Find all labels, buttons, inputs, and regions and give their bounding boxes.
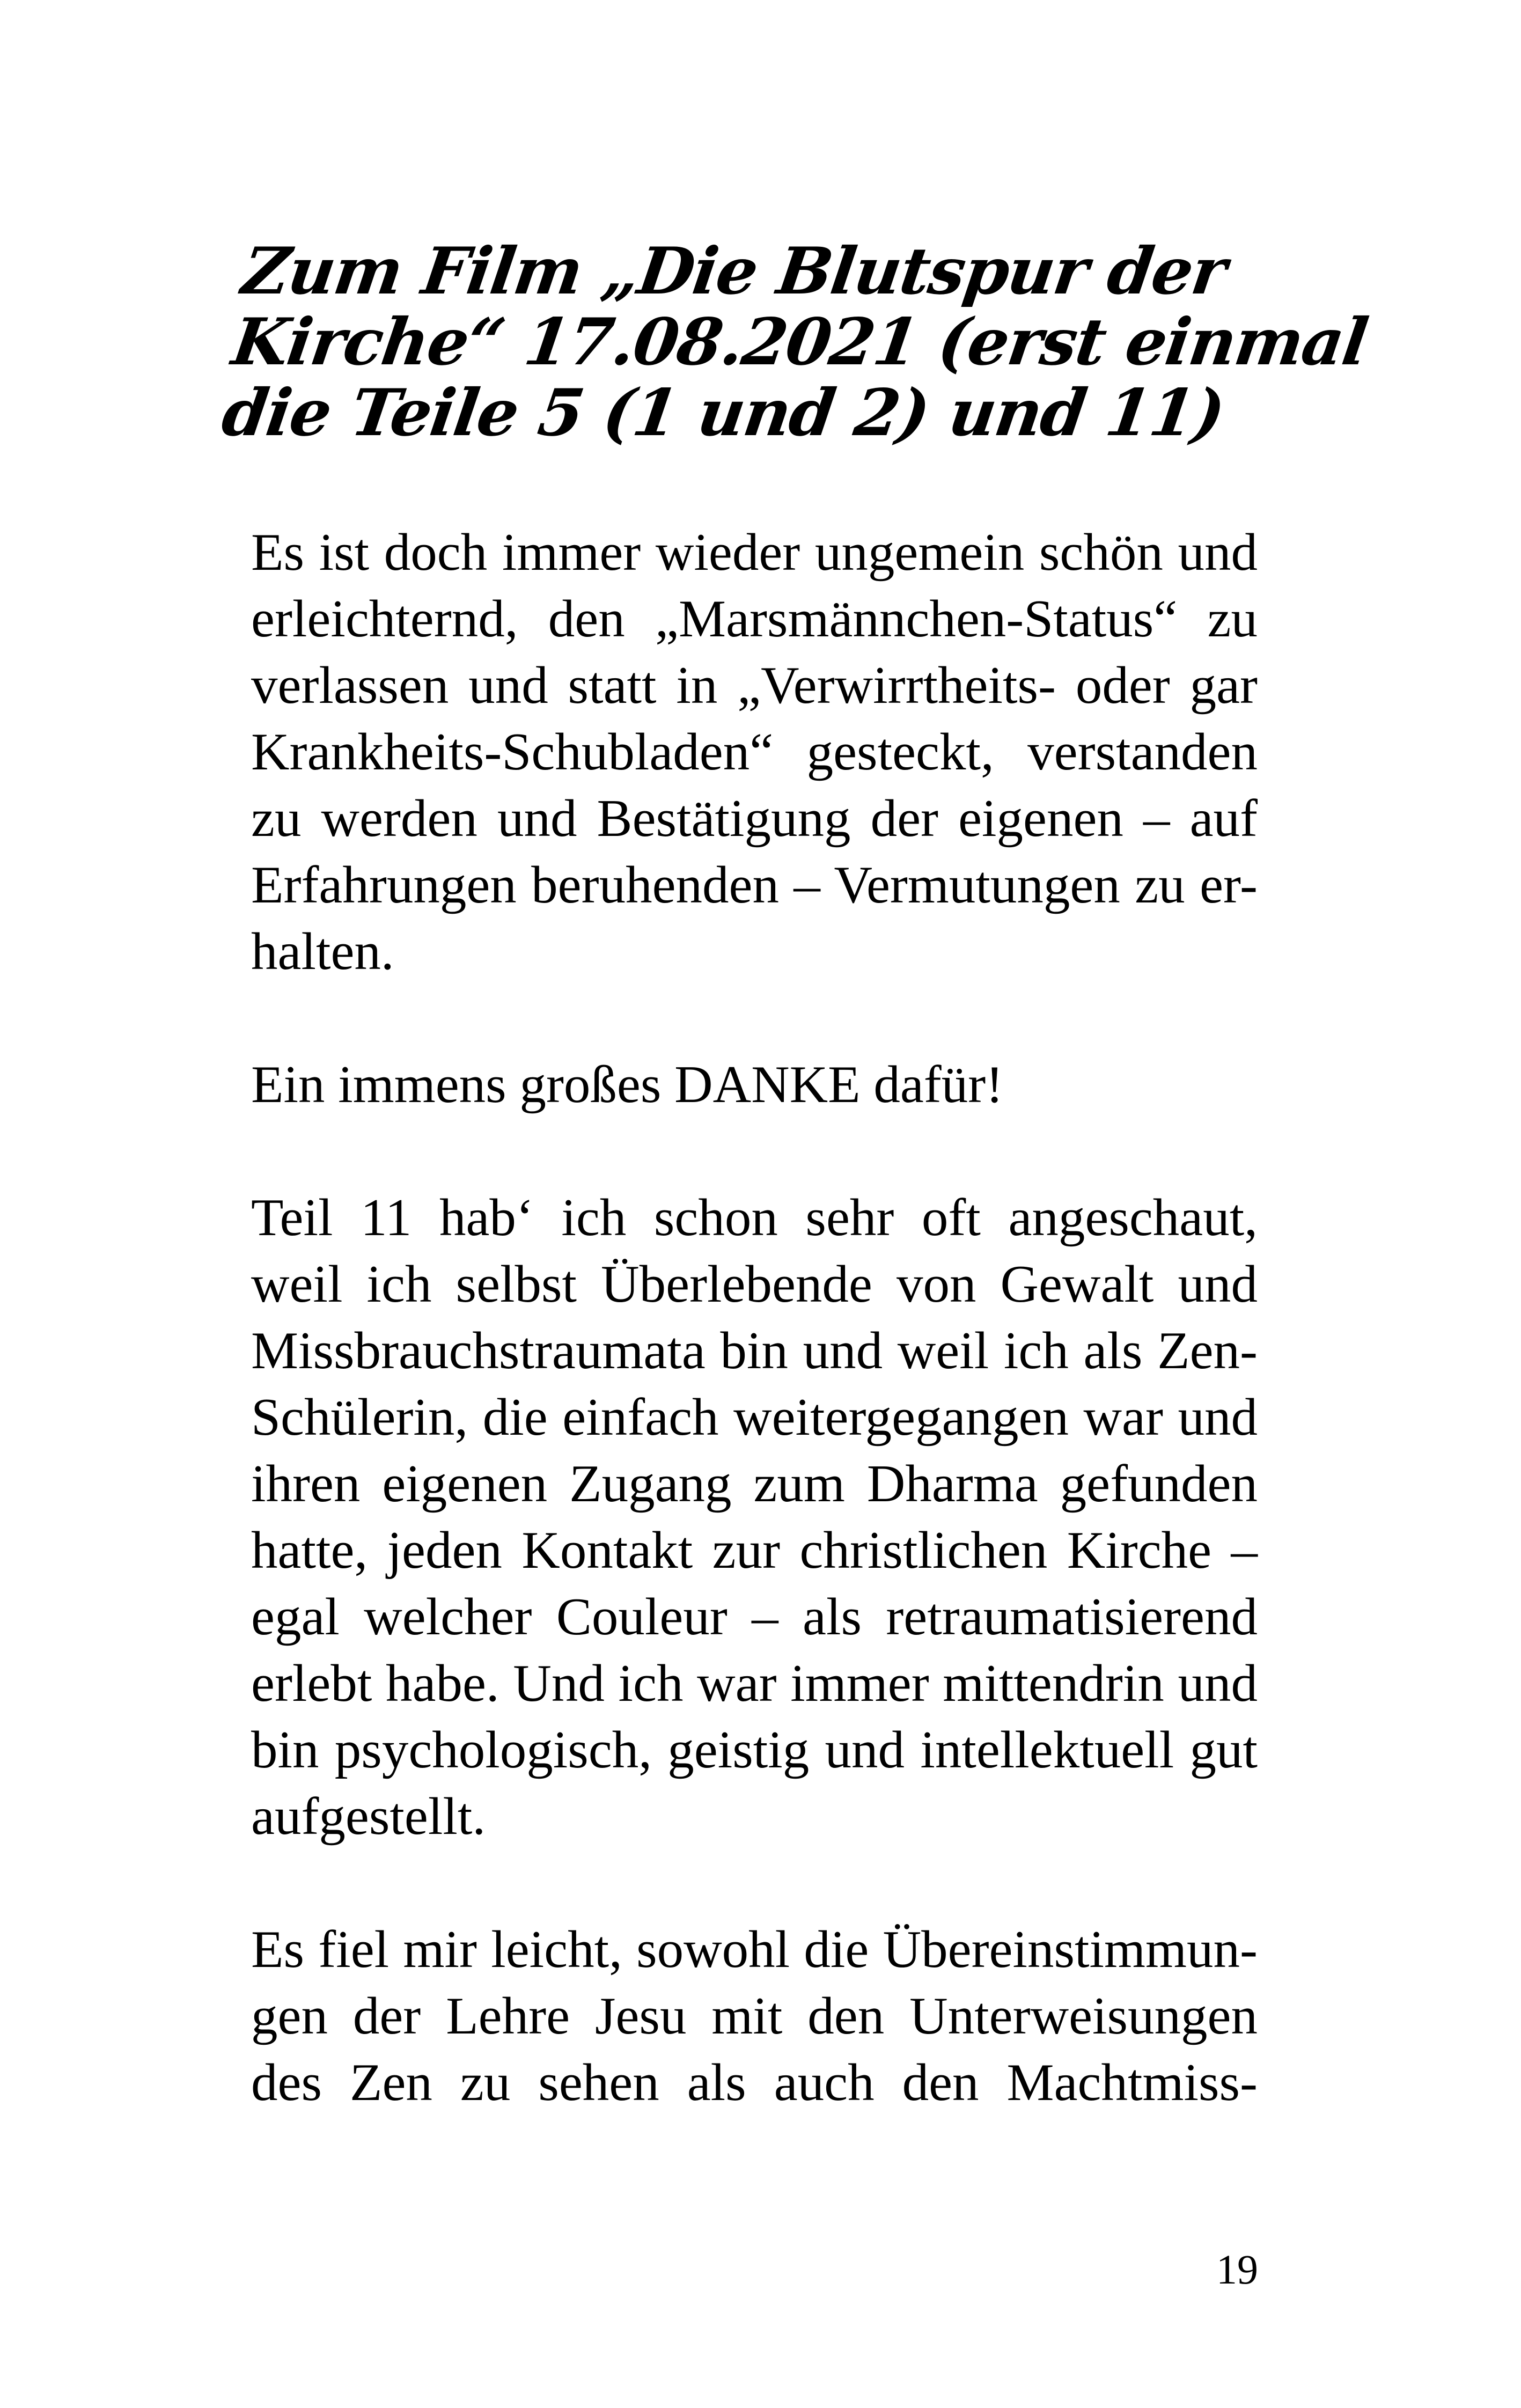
heading-line: Zum Film „Die Blutspur der: [237, 233, 1231, 309]
paragraph-1: [251, 519, 1258, 985]
paragraph-line: Es fiel mir leicht, sowohl die Übereinstimmun-: [251, 1920, 1258, 1979]
heading-line: die Teile 5 (1 und 2) und 11): [217, 375, 1229, 451]
paragraph-line: Schülerin, die einfach weitergegangen war und: [251, 1388, 1258, 1447]
paragraph-line: erlebt habe. Und ich war immer mittendrin und: [251, 1654, 1258, 1713]
paragraph-line: erleichternd, den „Marsmännchen-Status“ zu: [251, 590, 1258, 648]
paragraph-line: aufgestellt.: [251, 1787, 486, 1846]
paragraph-line: Krankheits-Schubladen“ gesteckt, verstanden: [251, 723, 1258, 781]
page-number: 19: [1216, 2246, 1258, 2293]
heading-line: Kirche“ 17.08.2021 (erst einmal: [227, 304, 1372, 380]
paragraph-4: [251, 1917, 1258, 2116]
paragraph-line: des Zen zu sehen als auch den Machtmiss-: [251, 2053, 1258, 2112]
paragraph-line: egal welcher Couleur – als retraumatisierend: [251, 1588, 1258, 1646]
chapter-heading: [217, 233, 1372, 451]
paragraph-line: bin psychologisch, geistig und intellektuell gut: [251, 1721, 1258, 1779]
paragraph-line: weil ich selbst Überlebende von Gewalt und: [251, 1255, 1258, 1313]
paragraph-line: Es ist doch immer wieder ungemein schön und: [251, 523, 1258, 582]
paragraph-line: Missbrauchstraumata bin und weil ich als Zen-: [251, 1322, 1258, 1380]
paragraph-line: halten.: [251, 922, 394, 981]
paragraph-line: ihren eigenen Zugang zum Dharma gefunden: [251, 1455, 1258, 1513]
paragraph-line: zu werden und Bestätigung der eigenen – auf: [251, 789, 1258, 848]
paragraph-line: hatte, jeden Kontakt zur christlichen Kirche –: [251, 1521, 1258, 1580]
paragraph-line: verlassen und statt in „Verwirrtheits- oder gar: [251, 656, 1258, 715]
paragraph-3: [251, 1185, 1258, 1850]
paragraph-line: Ein immens großes DANKE dafür!: [251, 1055, 1004, 1114]
paragraph-line: Erfahrungen beruhenden – Vermutungen zu er-: [251, 856, 1258, 914]
paragraph-line: Teil 11 hab‘ ich schon sehr oft angeschaut,: [251, 1188, 1258, 1247]
paragraph-line: gen der Lehre Jesu mit den Unterweisungen: [251, 1987, 1258, 2045]
paragraph-2: [251, 1052, 1258, 1118]
